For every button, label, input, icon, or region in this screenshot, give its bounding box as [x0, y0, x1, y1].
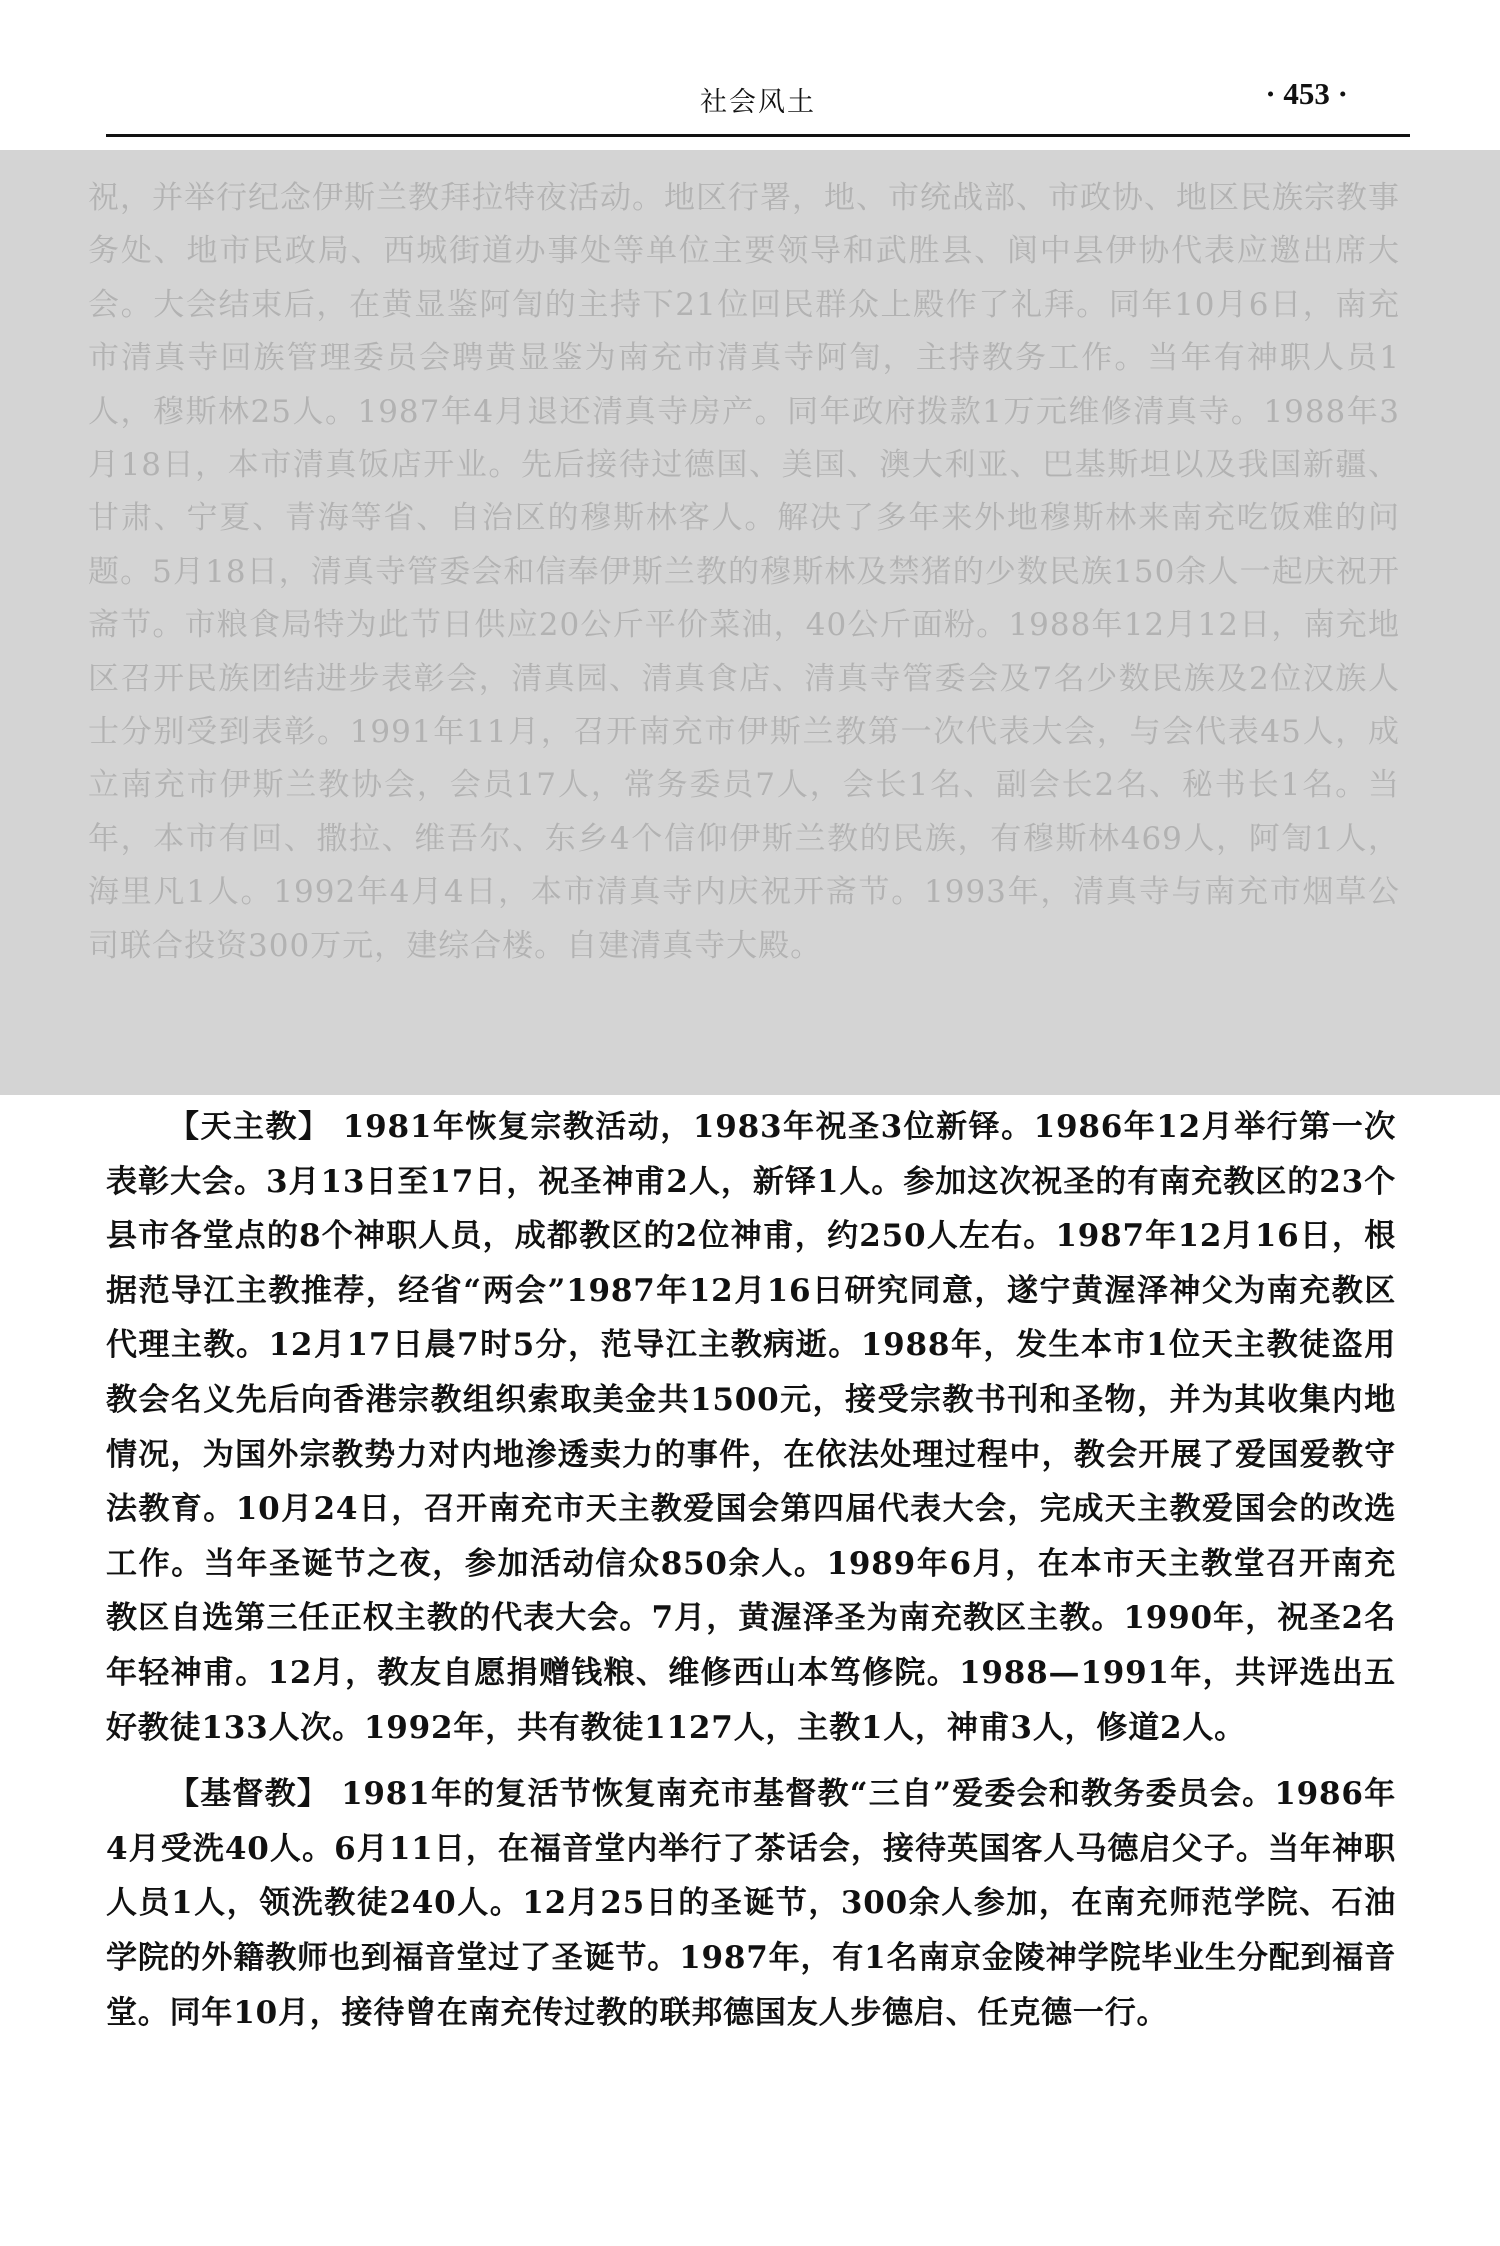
section-heading-catholicism: 【天主教】 — [168, 1109, 331, 1145]
catholicism-paragraph — [106, 1100, 1396, 1755]
page-number: · 453 · — [1265, 76, 1348, 111]
header-rule — [106, 134, 1410, 137]
chapter-title: 社会风土 — [700, 87, 816, 118]
main-body — [106, 1100, 1396, 2052]
christianity-paragraph — [106, 1767, 1396, 2040]
section-heading-christianity: 【基督教】 — [168, 1776, 330, 1813]
catholicism-text: 1981年恢复宗教活动，1983年祝圣3位新铎。1986年12月举行第一次表彰大会。3月13日至17日，祝圣神甫2人，新铎1人。参加这次祝圣的有南充教区的23个县市各堂点的8个神职人员，成都教区的2位神甫，约250人左右。1987年12月16日，根据范导江主教推荐，经省“两会”1987年12月16日研究同意，遂宁黄渥泽神父为南充教区代理主教。12月17日晨7时5分，范导江主教病逝。1988年，发生本市1位天主教徒盗用教会名义先后向香港宗教组织索取美金共1500元，接受宗教书刊和圣物，并为其收集内地情况，为国外宗教势力对内地渗透卖力的事件，在依法处理过程中，教会开展了爱国爱教守法教育。10月24日，召开南充市天主教爱国会第四届代表大会，完成天主教爱国会的改选工作。当年圣诞节之夜，参加活动信众850余人。1989年6月，在本市天主教堂召开南充教区自选第三任正权主教的代表大会。7月，黄渥泽圣为南充教区主教。1990年，祝圣2名年轻神甫。12月，教友自愿捐赠钱粮、维修西山本笃修院。1988—1991年，共评选出五好教徒133人次。1992年，共有教徒1127人，主教1人，神甫3人，修道2人。 — [106, 1109, 1396, 1746]
running-header — [106, 72, 1410, 128]
christianity-text: 1981年的复活节恢复南充市基督教“三自”爱委会和教务委员会。1986年4月受洗40人。6月11日，在福音堂内举行了茶话会，接待英国客人马德启父子。当年神职人员1人，领洗教徒240人。12月25日的圣诞节，300余人参加，在南充师范学院、石油学院的外籍教师也到福音堂过了圣诞节。1987年，有1名南京金陵神学院毕业生分配到福音堂。同年10月，接待曾在南充传过教的联邦德国友人步德启、任克德一行。 — [106, 1776, 1396, 2031]
shaded-paragraph: 祝，并举行纪念伊斯兰教拜拉特夜活动。地区行署，地、市统战部、市政协、地区民族宗教事务处、地市民政局、西城街道办事处等单位主要领导和武胜县、阆中县伊协代表应邀出席大会。大会结束后，在黄显鉴阿訇的主持下21位回民群众上殿作了礼拜。同年10月6日，南充市清真寺回族管理委员会聘黄显鉴为南充市清真寺阿訇，主持教务工作。当年有神职人员1人，穆斯林25人。1987年4月退还清真寺房产。同年政府拨款1万元维修清真寺。1988年3月18日，本市清真饭店开业。先后接待过德国、美国、澳大利亚、巴基斯坦以及我国新疆、甘肃、宁夏、青海等省、自治区的穆斯林客人。解决了多年来外地穆斯林来南充吃饭难的问题。5月18日，清真寺管委会和信奉伊斯兰教的穆斯林及禁猪的少数民族150余人一起庆祝开斋节。市粮食局特为此节日供应20公斤平价菜油，40公斤面粉。1988年12月12日，南充地区召开民族团结进步表彰会，清真园、清真食店、清真寺管委会及7名少数民族及2位汉族人士分别受到表彰。1991年11月，召开南充市伊斯兰教第一次代表大会，与会代表45人，成立南充市伊斯兰教协会，会员17人，常务委员7人，会长1名、副会长2名、秘书长1名。当年，本市有回、撒拉、维吾尔、东乡4个信仰伊斯兰教的民族，有穆斯林469人，阿訇1人，海里凡1人。1992年4月4日，本市清真寺内庆祝开斋节。1993年，清真寺与南充市烟草公司联合投资300万元，建综合楼。自建清真寺大殿。 — [88, 180, 1400, 964]
